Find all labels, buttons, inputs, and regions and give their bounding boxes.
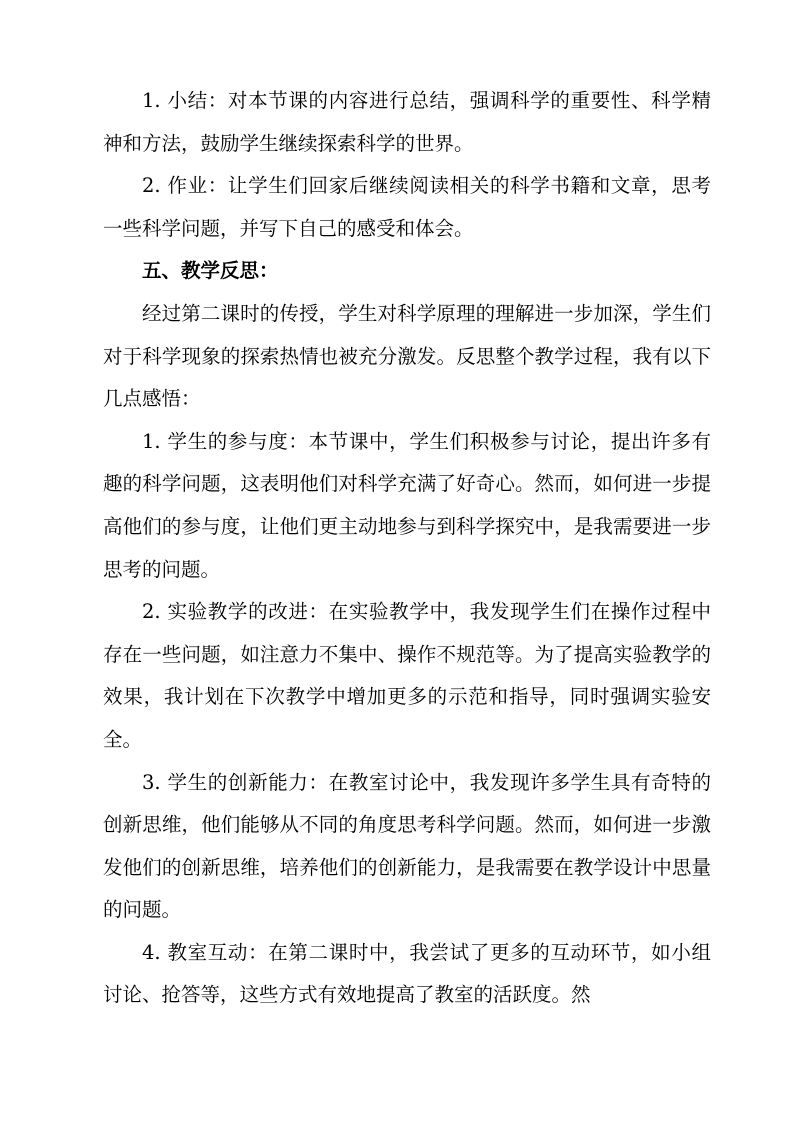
section-heading-reflection: 五、教学反思： [142, 259, 279, 283]
document-body [103, 80, 711, 1017]
summary-paragraph: 1. 小结：对本节课的内容进行总结，强调科学的重要性、科学精神和方法，鼓励学生继续探索科学的世界。 [103, 89, 711, 155]
experiment-teaching-paragraph: 2. 实验教学的改进：在实验教学中，我发现学生们在操作过程中存在一些问题，如注意力不集中、操作不规范等。为了提高实验教学的效果，我计划在下次教学中增加更多的示范和指导，同时强调实验安全。 [103, 600, 711, 751]
reflection-intro-paragraph: 经过第二课时的传授，学生对科学原理的理解进一步加深，学生们对于科学现象的探索热情也被充分激发。反思整个教学过程，我有以下几点感悟： [103, 301, 711, 411]
homework-paragraph: 2. 作业：让学生们回家后继续阅读相关的科学书籍和文章，思考一些科学问题，并写下自己的感受和体会。 [103, 174, 711, 240]
innovation-paragraph: 3. 学生的创新能力：在教室讨论中，我发现许多学生具有奇特的创新思维，他们能够从不同的角度思考科学问题。然而，如何进一步激发他们的创新思维，培养他们的创新能力，是我需要在教学设计中思量的问题。 [103, 770, 711, 922]
classroom-interaction-paragraph: 4. 教室互动：在第二课时中，我尝试了更多的互动环节，如小组讨论、抢答等，这些方式有效地提高了教室的活跃度。然 [103, 940, 711, 1007]
participation-paragraph: 1. 学生的参与度：本节课中，学生们积极参与讨论，提出许多有趣的科学问题，这表明他们对科学充满了好奇心。然而，如何进一步提高他们的参与度，让他们更主动地参与到科学探究中，是我需要进一步思考的问题。 [103, 429, 711, 581]
